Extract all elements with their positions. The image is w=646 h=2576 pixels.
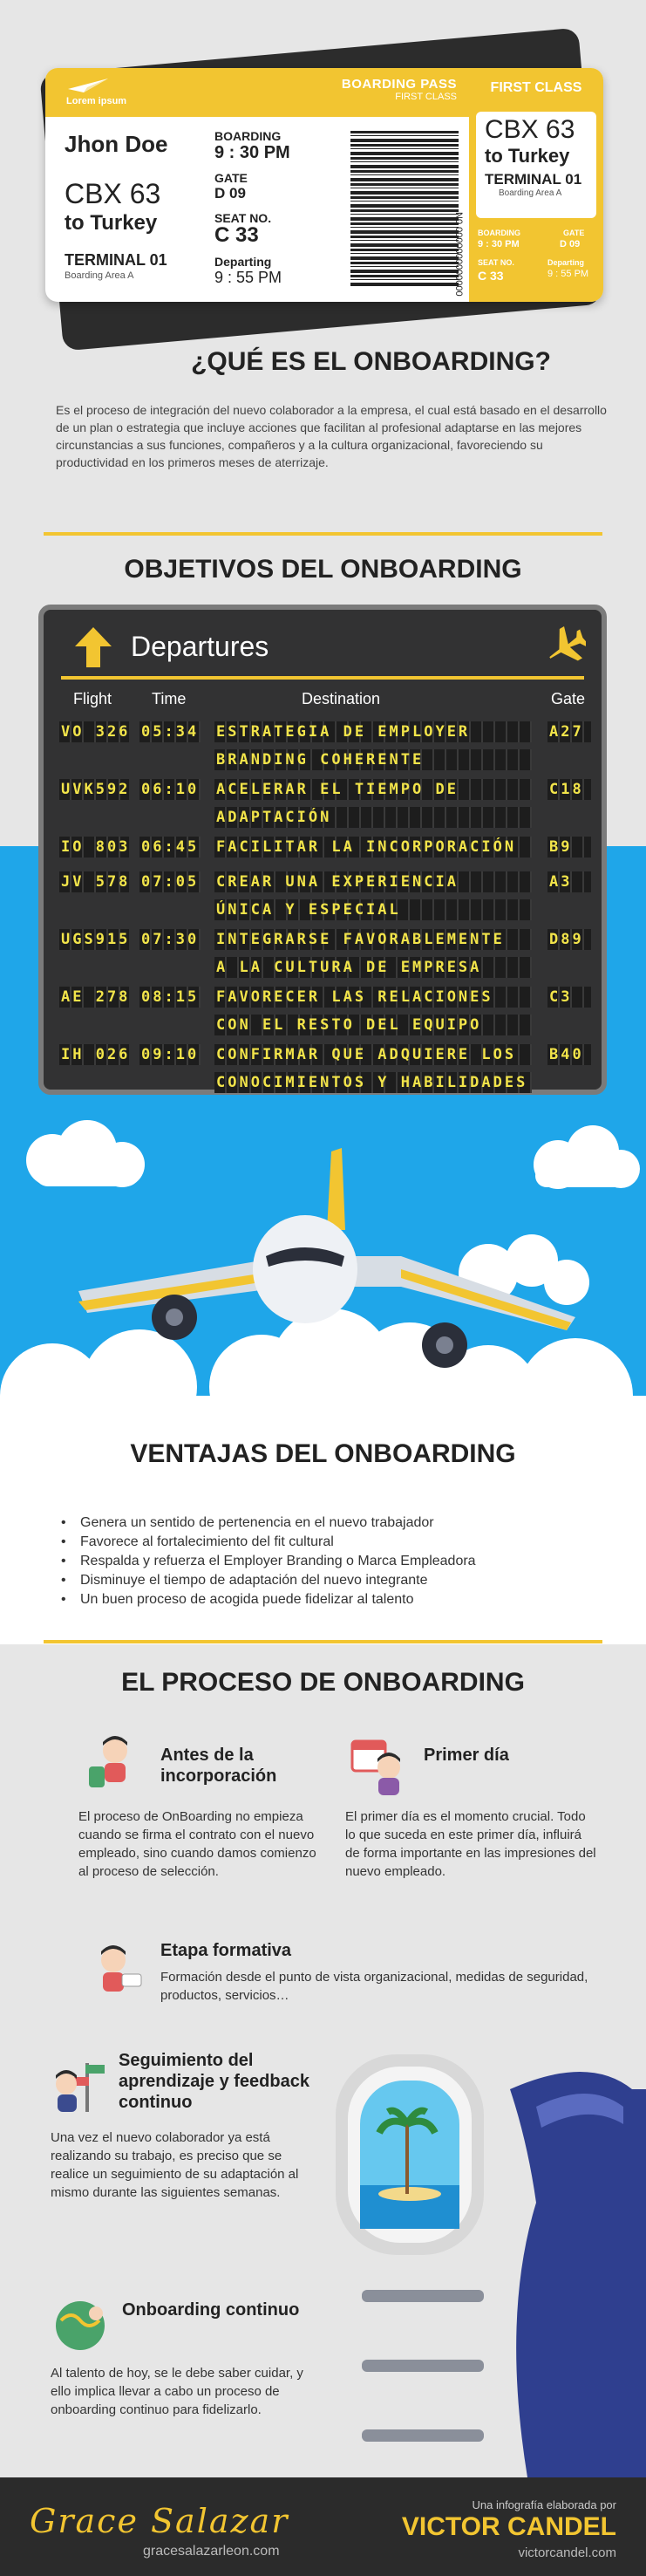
process-title: EL PROCESO DE ONBOARDING [121,1668,525,1697]
brand-logo [66,77,126,106]
step-title: Antes de la incorporación [160,1746,277,1786]
board-destination-cell: CREAR UNA EXPERIENCIA [214,871,532,892]
board-flight-cell: IO 803 [61,838,131,856]
brand-logo-text: Lorem ipsum [66,96,127,106]
list-item: • Genera un sentido de pertenencia en el nuevo trabajador [61,1513,476,1533]
credit-website[interactable]: victorcandel.com [518,2545,616,2560]
boarding-pass-subtitle: FIRST CLASS [395,92,457,102]
step-title: Primer día [424,1746,509,1765]
board-time-cell: 09:10 [141,1046,200,1063]
departing-label: Departing [214,255,272,269]
advantages-list [61,1513,476,1609]
board-time-cell: 07:30 [141,931,200,948]
board-time-cell: 07:05 [141,873,200,891]
stub-header: FIRST CLASS [490,80,582,95]
list-item: • Un buen proceso de acogida puede fidelizar al talento [61,1590,476,1609]
gate-label: GATE [214,171,248,185]
board-gate-cell: C18 [547,779,591,800]
board-gate-cell: B9 [547,837,591,858]
paper-plane-icon [66,77,112,96]
board-destination-cell: CON EL RESTO DEL EQUIPO [214,1015,532,1035]
board-destination-cell: BRANDING COHERENTE [214,749,532,770]
board-gate-cell: D89 [547,929,591,950]
step-title: Onboarding continuo [122,2300,300,2320]
departing-time: 9 : 55 PM [214,269,282,286]
divider [44,532,602,536]
stub-departing-label: Departing [547,258,585,267]
board-gate-cell: C3 [547,987,591,1008]
author-name: Grace Salazar [30,2502,289,2540]
passenger-name: Jhon Doe [65,131,168,157]
board-destination-cell: CONOCIMIENTOS Y HABILIDADES [214,1072,532,1093]
destination: to Turkey [65,211,158,235]
boarding-pass [45,68,603,302]
stub-departing-time: 9 : 55 PM [547,269,589,279]
airplane-icon [542,624,586,667]
board-destination-cell: INTEGRARSE FAVORABLEMENTE [214,929,532,950]
board-flight-cell: VO 326 [61,723,131,741]
column-destination: Destination [302,690,381,707]
seat-value: C 33 [214,223,259,247]
list-item: • Disminuye el tiempo de adaptación del nuevo integrante [61,1571,476,1590]
boarding-pass-title: BOARDING PASS [341,77,457,92]
step-title: Seguimiento del aprendizaje y feedback continuo [119,2051,309,2112]
stub-area: Boarding Area A [499,188,562,198]
stub-destination: to Turkey [485,145,570,167]
objectives-title: OBJETIVOS DEL ONBOARDING [124,555,522,584]
suitcase-person-icon [82,1732,143,1793]
board-flight-cell: IH 026 [61,1046,131,1063]
board-time-cell: 05:34 [141,723,200,741]
board-gate-cell: A27 [547,721,591,742]
board-time-cell: 06:45 [141,838,200,856]
board-destination-cell: A LA CULTURA DE EMPRESA [214,957,532,978]
boarding-pass-stub [469,68,603,302]
board-flight-cell: AE 278 [61,988,131,1006]
what-is-text: Es el proceso de integración del nuevo colaborador a la empresa, el cual está basado en el desarrollo de un plan o estrategia que incluye acciones que facilitan al profesional adaptarse en las mejores circunstancias a sus funciones, compañeros y a la cultura organizacional, favoreciendo su productividad en los primeros meses de aterrizaje. [56,403,607,469]
board-gate-cell: B40 [547,1044,591,1065]
author-website[interactable]: gracesalazarleon.com [143,2544,280,2559]
column-gate: Gate [551,690,586,707]
flight-number: CBX 63 [65,178,161,209]
step-text: Al talento de hoy, se le debe saber cuidar, y ello implica llevar a cabo un proceso de onboarding continuo para fidelizarlo. [51,2366,303,2417]
stub-card [476,112,596,218]
list-item: • Respalda y refuerza el Employer Branding o Marca Empleadora [61,1552,476,1571]
board-time-cell: 06:10 [141,781,200,798]
seat-label: SEAT NO. [214,211,272,225]
list-item: • Favorece al fortalecimiento del fit cultural [61,1533,476,1552]
window-seat-illustration [327,2054,646,2477]
board-destination-cell: FACILITAR LA INCORPORACIÓN [214,837,532,858]
board-gate-cell: A3 [547,871,591,892]
calendar-person-icon [349,1736,410,1797]
barcode [350,131,459,286]
stub-boarding-time: 9 : 30 PM [478,239,520,249]
board-title: Departures [131,631,269,662]
board-destination-cell: ACELERAR EL TIEMPO DE [214,779,532,800]
boarding-area: Boarding Area A [65,270,134,281]
training-person-icon [87,1941,148,2002]
step-title: Etapa formativa [160,1941,292,1960]
step-text: El proceso de OnBoarding no empieza cuando se firma el contrato con el nuevo empleado, sino cuando damos comienzo al proceso de selección. [78,1809,316,1879]
board-destination-cell: ADAPTACIÓN [214,807,532,828]
advantages-title: VENTAJAS DEL ONBOARDING [130,1439,516,1468]
gate-value: D 09 [214,185,246,202]
stub-terminal: TERMINAL 01 [485,171,582,188]
board-destination-cell: ESTRATEGIA DE EMPLOYER [214,721,532,742]
globe-icon [52,2294,113,2355]
stub-seat-value: C 33 [478,269,504,283]
board-divider [61,676,584,680]
stub-gate-label: GATE [563,229,585,237]
board-flight-cell: UVK592 [61,781,131,798]
board-destination-cell: ÚNICA Y ESPECIAL [214,899,532,920]
board-flight-cell: JV 578 [61,873,131,891]
stub-seat-label: SEAT NO. [478,258,514,267]
terminal: TERMINAL 01 [65,251,167,269]
divider [44,1640,602,1643]
boarding-label: BOARDING [214,129,282,143]
departures-board [38,605,607,1095]
step-text: Formación desde el punto de vista organizacional, medidas de seguridad, productos, servicios… [160,1970,588,2003]
step-text: Una vez el nuevo colaborador ya está realizando su trabajo, es preciso que se realice un seguimiento de su adaptación al mismo durante las siguientes semanas. [51,2130,299,2200]
barcode-number: N0 0000000000000 [453,212,464,297]
board-destination-cell: FAVORECER LAS RELACIONES [214,987,532,1008]
boarding-time: 9 : 30 PM [214,143,290,162]
board-flight-cell: UGS915 [61,931,131,948]
signpost-person-icon [47,2054,108,2115]
credit-name: VICTOR CANDEL [401,2512,616,2541]
column-time: Time [152,690,187,707]
arrow-up-icon [73,625,113,669]
credit-caption: Una infografía elaborada por [472,2498,616,2511]
airplane-illustration [0,1117,646,1431]
step-text: El primer día es el momento crucial. Todo lo que suceda en este primer día, influirá de forma importante en las impresiones del nuevo empleado. [345,1809,596,1879]
stub-flight-number: CBX 63 [485,115,575,144]
footer [0,2477,646,2576]
what-is-title: ¿QUÉ ES EL ONBOARDING? [191,347,551,376]
board-destination-cell: CONFIRMAR QUE ADQUIERE LOS [214,1044,532,1065]
column-flight: Flight [73,690,112,707]
stub-boarding-label: BOARDING [478,229,520,237]
boarding-pass-header [45,68,469,117]
board-time-cell: 08:15 [141,988,200,1006]
stub-gate-value: D 09 [560,239,581,249]
